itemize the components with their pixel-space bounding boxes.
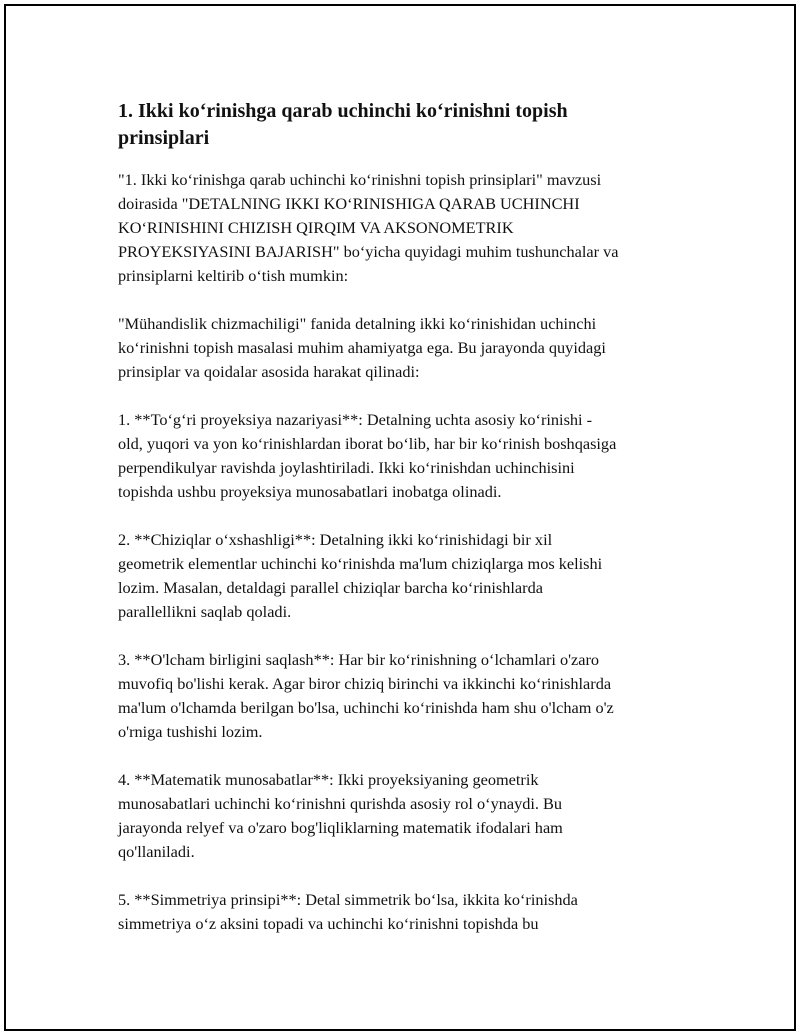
document-body (118, 98, 708, 960)
principle-2-paragraph: 2. **Chiziqlar o‘xshashligi**: Detalning ikki ko‘rinishidagi bir xil geometrik elementlar uchinchi ko‘rinishda ma'lum chiziqlarga mos kelishi lozim. Masalan, detaldagi parallel chiziqlar barcha ko‘rinishlarda parallellikni saqlab qoladi. (118, 530, 603, 621)
intro-paragraph: "1. Ikki ko‘rinishga qarab uchinchi ko‘rinishni topish prinsiplari" mavzusi doirasida "DETALNING IKKI KO‘RINISHIGA QARAB UCHINCHI KO‘RINISHINI CHIZISH QIRQIM VA AKSONOMETRIK PROYEKSIYASINI BAJARISH" bo‘yicha quyidagi muhim tushunchalar va prinsiplarni keltirib o‘tish mumkin: (118, 170, 619, 285)
principle-3-paragraph: 3. **O'lcham birligini saqlash**: Har bir ko‘rinishning o‘lchamlari o'zaro muvofiq bo'lishi kerak. Agar biror chiziq birinchi va ikkinchi ko‘rinishlarda ma'lum o'lchamda berilgan bo'lsa, uchinchi ko‘rinishda ham shu o'lcham o'z o'rniga tushishi lozim. (118, 650, 614, 741)
context-paragraph: "Mühandislik chizmachiligi" fanida detalning ikki ko‘rinishidan uchinchi ko‘rinishni topish masalasi muhim ahamiyatga ega. Bu jarayonda quyidagi prinsiplar va qoidalar asosida harakat qilinadi: (118, 314, 606, 381)
principle-5-paragraph: 5. **Simmetriya prinsipi**: Detal simmetrik bo‘lsa, ikkita ko‘rinishda simmetriya o‘z aksini topadi va uchinchi ko‘rinishni topishda bu (118, 890, 578, 933)
document-title: 1. Ikki ko‘rinishga qarab uchinchi ko‘rinishni topish prinsiplari (118, 100, 568, 149)
document-page (4, 4, 796, 1031)
principle-1-paragraph: 1. **To‘g‘ri proyeksiya nazariyasi**: Detalning uchta asosiy ko‘rinishi - old, yuqori va yon ko‘rinishlardan iborat bo‘lib, har bir ko‘rinish boshqasiga perpendikulyar ravishda joylashtiriladi. Ikki ko‘rinishdan uchinchisini topishda ushbu proyeksiya munosabatlari inobatga olinadi. (118, 410, 617, 501)
principle-4-paragraph: 4. **Matematik munosabatlar**: Ikki proyeksiyaning geometrik munosabatlari uchinchi ko‘rinishni qurishda asosiy rol o‘ynaydi. Bu jarayonda relyef va o'zaro bog'liqliklarning matematik ifodalari ham qo'llaniladi. (118, 770, 563, 861)
